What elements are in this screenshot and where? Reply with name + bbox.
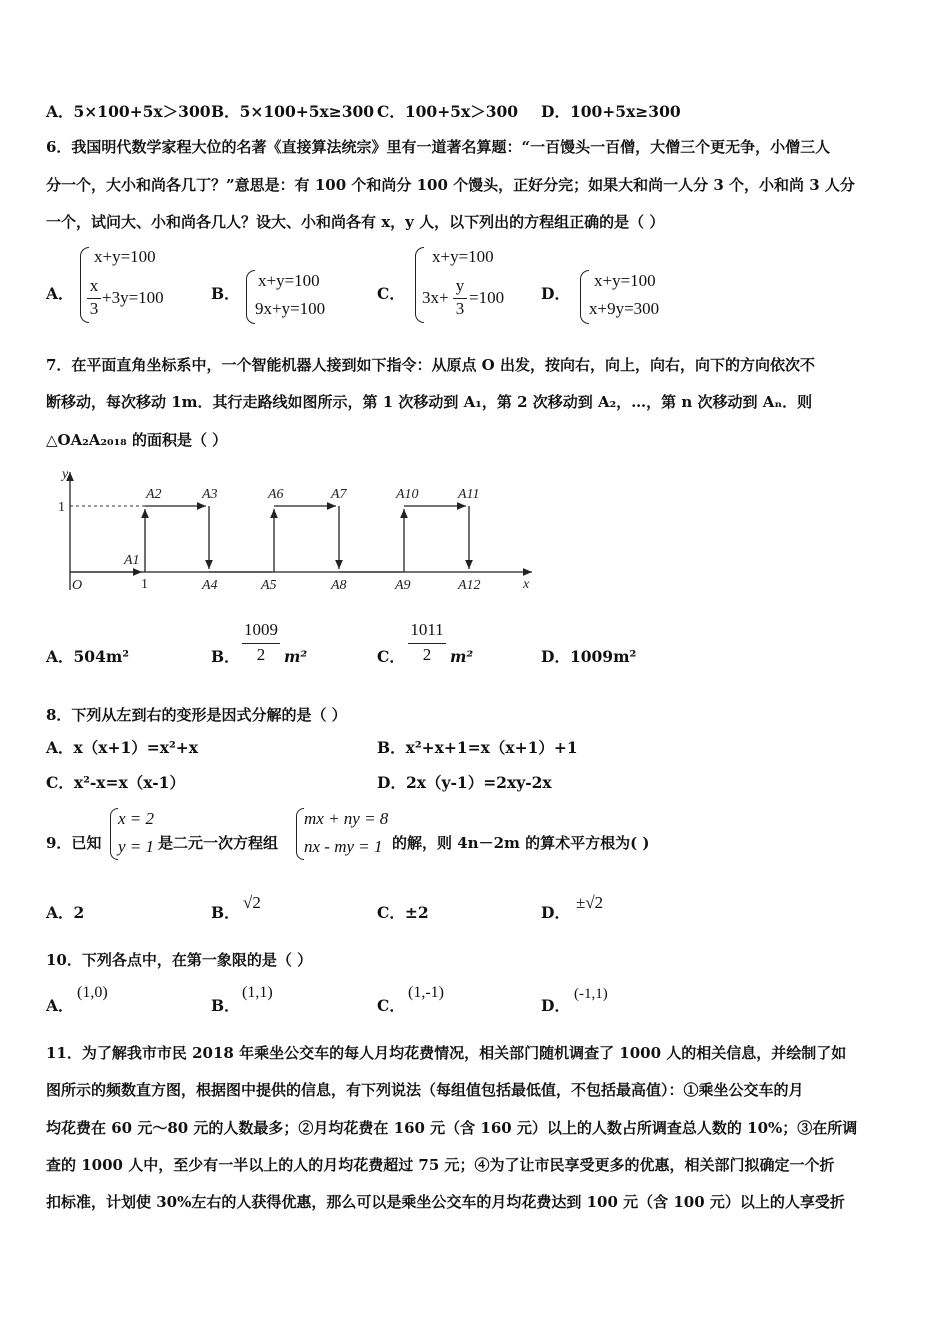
q7-option-b-label: B．: [211, 647, 240, 666]
q8-option-c: C．x²-x=x（x-1）: [46, 773, 185, 792]
q9-stem-post: 的解，则 4n－2m 的算术平方根为( ): [392, 834, 650, 852]
q9-stem-pre: 9．已知: [46, 834, 102, 852]
q6-option-a-eq1: x+y=100: [94, 247, 156, 266]
q9-sys2-eq2: nx - my = 1: [304, 837, 383, 856]
q10-option-b-value: (1,1): [242, 984, 273, 1001]
q7-stem-line3: △OA₂A₂₀₁₈ 的面积是（ ）: [46, 431, 228, 449]
q6-option-c-pre: 3x+: [422, 288, 449, 307]
q6-option-a-label: A．: [46, 284, 74, 303]
q9-option-d-value: ±√2: [576, 893, 604, 912]
q6-option-c-brace: [415, 247, 424, 323]
label-a12: A12: [458, 578, 481, 593]
q7-stem-line1: 7．在平面直角坐标系中，一个智能机器人接到如下指令：从原点 O 出发，按向右，向上，向右，向下的方向依次不: [46, 356, 815, 374]
q10-option-d-label: D．: [541, 996, 570, 1015]
x-tick-1: 1: [141, 577, 148, 592]
q10-option-c-label: C．: [377, 996, 405, 1015]
q6-stem-line3: 一个，试问大、小和尚各几人？设大、小和尚各有 x，y 人，以下列出的方程组正确的是（ ）: [46, 213, 665, 231]
q5-option-d: D．100+5x≥300: [541, 102, 681, 121]
q10-stem: 10．下列各点中，在第一象限的是（ ）: [46, 951, 313, 969]
q10-option-a-value: (1,0): [77, 984, 108, 1001]
q6-option-d-eq2: x+9y=300: [589, 299, 660, 318]
label-a2: A2: [146, 487, 162, 502]
q5-option-c: C．100+5x＞300: [377, 102, 519, 121]
q11-stem-line3: 均花费在 60 元～80 元的人数最多；②月均花费在 160 元（含 160 元）以上的人数占所调查总人数的 10%；③在所调: [46, 1119, 858, 1137]
q9-sys1-eq1: x = 2: [118, 809, 155, 828]
q6-option-c-num: y: [455, 276, 465, 295]
q7-option-c-unit: m²: [450, 647, 474, 666]
q7-option-b-den: 2: [256, 645, 266, 664]
label-a4: A4: [202, 578, 218, 593]
q9-option-d-label: D．: [541, 903, 570, 922]
q6-option-d-eq1: x+y=100: [594, 271, 656, 290]
q6-option-c-den: 3: [455, 299, 465, 318]
q9-option-b-label: B．: [211, 903, 240, 922]
q6-option-c-rest: =100: [469, 288, 505, 307]
label-a11: A11: [458, 487, 480, 502]
label-a7: A7: [331, 487, 347, 502]
q6-option-b-label: B．: [211, 284, 240, 303]
q7-option-d: D．1009m²: [541, 647, 637, 666]
q8-stem: 8．下列从左到右的变形是因式分解的是（ ）: [46, 706, 347, 724]
q11-stem-line2: 图所示的频数直方图，根据图中提供的信息，有下列说法（每组值包括最低值，不包括最高值）：①乘坐公交车的月: [46, 1081, 804, 1099]
robot-path-graph: [50, 462, 550, 597]
q9-sys1-brace: [110, 808, 118, 860]
q8-option-d: D．2x（y-1）=2xy-2x: [377, 773, 552, 792]
q6-option-a-den: 3: [89, 299, 99, 318]
q9-option-b-value: √2: [243, 893, 261, 912]
q6-option-a-rest: +3y=100: [102, 288, 164, 307]
q10-option-a-label: A．: [46, 996, 74, 1015]
q6-option-b-eq1: x+y=100: [258, 271, 320, 290]
q9-sys1-eq2: y = 1: [118, 837, 155, 856]
q8-option-a: A．x（x+1）=x²+x: [46, 738, 199, 757]
q7-option-b-fracline: [242, 643, 280, 644]
y-axis-label: y: [62, 467, 69, 482]
q9-option-c: C．±2: [377, 903, 429, 922]
q6-option-d-brace: [580, 270, 589, 324]
q6-stem-line1: 6．我国明代数学家程大位的名著《直接算法统宗》里有一道著名算题：“一百馒头一百僧，大僧三个更无争，小僧三人: [46, 138, 831, 156]
q7-option-c-label: C．: [377, 647, 405, 666]
q10-option-b-label: B．: [211, 996, 240, 1015]
q6-option-b-brace: [246, 270, 255, 324]
q6-option-c-label: C．: [377, 284, 405, 303]
q7-option-c-num: 1011: [410, 620, 444, 639]
q6-option-a-num: x: [89, 276, 99, 295]
q7-option-a: A．504m²: [46, 647, 130, 666]
label-a1: A1: [124, 553, 140, 568]
q6-option-d-label: D．: [541, 284, 570, 303]
q9-stem-mid: 是二元一次方程组: [158, 834, 279, 852]
label-a5: A5: [261, 578, 277, 593]
q9-option-a: A．2: [46, 903, 85, 922]
origin-label: O: [72, 578, 83, 593]
q6-option-b-eq2: 9x+y=100: [255, 299, 326, 318]
q11-stem-line4: 查的 1000 人中，至少有一半以上的人的月均花费超过 75 元；④为了让市民享受更多的优惠，相关部门拟确定一个折: [46, 1156, 835, 1174]
q11-stem-line5: 扣标准，计划使 30%左右的人获得优惠，那么可以是乘坐公交车的月均花费达到 100 元（含 100 元）以上的人享受折: [46, 1193, 845, 1211]
q6-stem-line2: 分一个，大小和尚各几丁？”意思是：有 100 个和尚分 100 个馒头，正好分完；如果大和尚一人分 3 个，小和尚 3 人分: [46, 176, 855, 194]
q11-stem-line1: 11．为了解我市市民 2018 年乘坐公交车的每人月均花费情况，相关部门随机调查了 1000 人的相关信息，并绘制了如: [46, 1044, 847, 1062]
q7-stem-line2: 断移动，每次移动 1m．其行走路线如图所示，第 1 次移动到 A₁，第 2 次移动到 A₂，…，第 n 次移动到 Aₙ．则: [46, 393, 813, 411]
label-a9: A9: [395, 578, 411, 593]
q10-option-c-value: (1,-1): [408, 984, 444, 1001]
q9-sys2-brace: [296, 808, 304, 860]
q5-option-a: A．5×100+5x＞300: [46, 102, 211, 121]
q7-option-c-den: 2: [422, 645, 432, 664]
label-a6: A6: [268, 487, 284, 502]
q5-option-b: B．5×100+5x≥300: [211, 102, 375, 121]
label-a8: A8: [331, 578, 347, 593]
label-a10: A10: [396, 487, 419, 502]
q7-option-b-num: 1009: [244, 620, 278, 639]
q7-option-b-unit: m²: [284, 647, 308, 666]
q7-option-c-fracline: [408, 643, 446, 644]
x-axis-label: x: [523, 577, 530, 592]
y-tick-1: 1: [58, 500, 65, 515]
q6-option-c-eq1: x+y=100: [432, 247, 494, 266]
label-a3: A3: [202, 487, 218, 502]
q9-sys2-eq1: mx + ny = 8: [304, 809, 389, 828]
q10-option-d-value: (-1,1): [574, 986, 608, 1002]
q8-option-b: B．x²+x+1=x（x+1）+1: [377, 738, 578, 757]
